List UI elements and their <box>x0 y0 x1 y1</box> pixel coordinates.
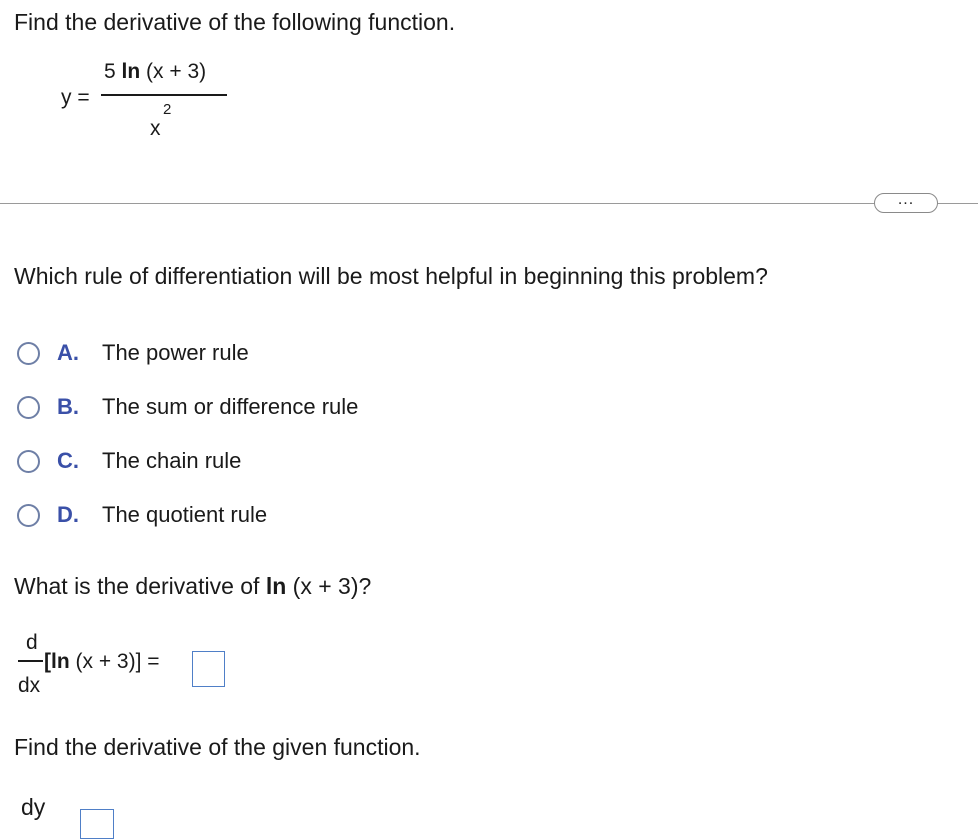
option-b[interactable] <box>17 392 358 422</box>
derivative-bar <box>18 660 43 662</box>
equation-lhs: y = <box>61 86 90 109</box>
option-text: The quotient rule <box>102 502 268 527</box>
option-text: The chain rule <box>102 448 242 473</box>
option-text: The power rule <box>102 340 249 365</box>
fraction-bar <box>101 94 227 96</box>
option-c[interactable] <box>17 446 241 476</box>
expr-fn: ln <box>51 650 70 673</box>
numerator-arg: (x + 3) <box>140 60 207 83</box>
final-derivative-answer-input[interactable] <box>80 809 114 839</box>
option-letter: C. <box>57 448 79 473</box>
dy-label: dy <box>21 794 46 820</box>
prompt-end: (x + 3)? <box>286 573 372 599</box>
question3-prompt: Find the derivative of the given function. <box>14 734 421 760</box>
option-text: The sum or difference rule <box>102 394 359 419</box>
numerator-fn: ln <box>121 60 141 83</box>
radio-circle-icon[interactable] <box>17 504 40 527</box>
section-divider <box>0 203 978 204</box>
radio-circle-icon[interactable] <box>17 342 40 365</box>
derivative-d: d <box>26 631 38 654</box>
option-letter: B. <box>57 394 79 419</box>
option-letter: D. <box>57 502 79 527</box>
option-a[interactable] <box>17 338 249 368</box>
question1-prompt: Which rule of differentiation will be most helpful in beginning this problem? <box>14 263 768 289</box>
derivative-expression <box>44 650 160 674</box>
question2-prompt <box>14 572 371 600</box>
numerator-coef: 5 <box>104 60 116 83</box>
radio-circle-icon[interactable] <box>17 450 40 473</box>
option-letter: A. <box>57 340 79 365</box>
ellipsis-icon: ... <box>897 191 915 208</box>
derivative-dx: dx <box>18 674 41 697</box>
prompt-fn: ln <box>265 573 287 599</box>
option-d[interactable] <box>17 500 267 530</box>
denominator-exponent: 2 <box>163 101 172 118</box>
equation-numerator <box>104 60 206 84</box>
expr-rest: (x + 3)] = <box>69 650 160 673</box>
prompt-start: What is the derivative of <box>14 573 266 599</box>
denominator-base: x <box>150 117 161 140</box>
more-options-button[interactable] <box>874 193 938 213</box>
expr-open: [ <box>44 650 51 673</box>
ln-derivative-answer-input[interactable] <box>192 651 225 687</box>
radio-circle-icon[interactable] <box>17 396 40 419</box>
instruction-text: Find the derivative of the following function. <box>14 9 456 35</box>
